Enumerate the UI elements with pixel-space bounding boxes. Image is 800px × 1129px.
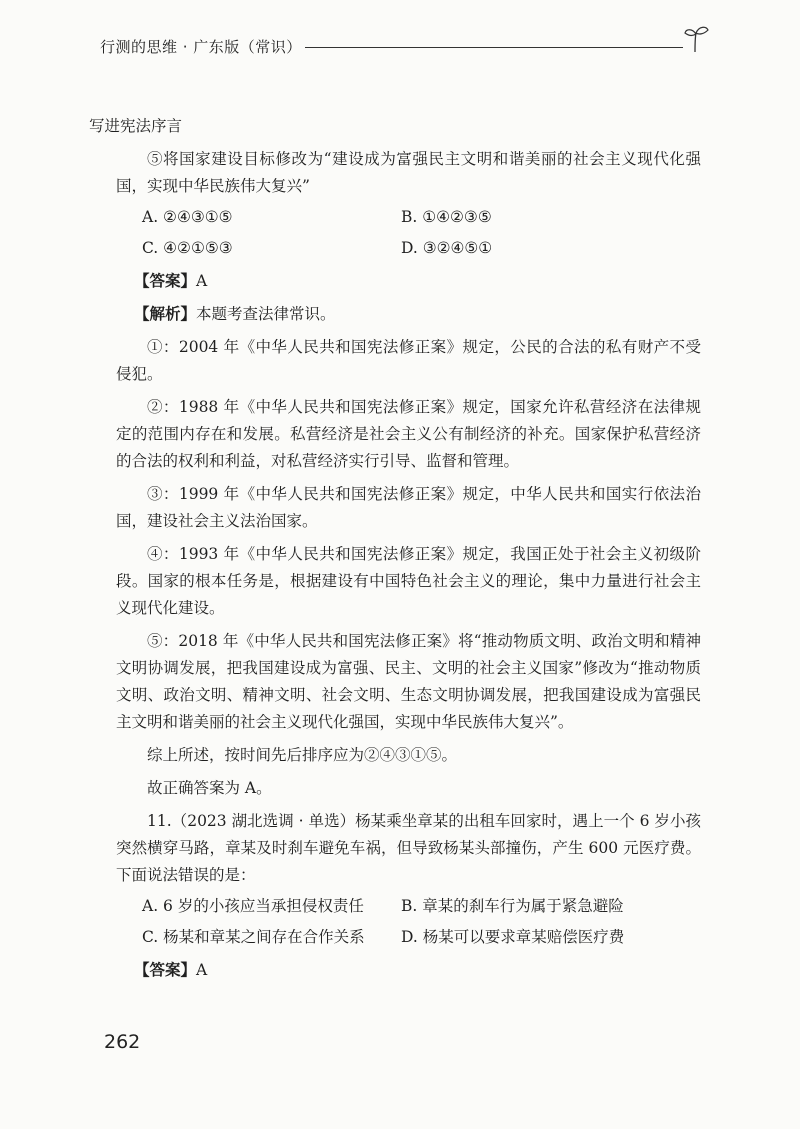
- page-number: 262: [104, 1031, 141, 1053]
- q11-option-d: D. 杨某可以要求章某赔偿医疗费: [401, 928, 625, 946]
- analysis-point-2: ②：1988 年《中华人民共和国宪法修正案》规定，国家允许私营经济在法律规定的范围内存在和发展。私营经济是社会主义公有制经济的补充。国家保护私营经济的合法的权利和利益，对私营经济实行引导、监督和管理。: [116, 398, 701, 470]
- page-content: [89, 113, 701, 984]
- q11-answer: [116, 957, 701, 984]
- analysis-summary: 综上所述，按时间先后排序应为②④③①⑤。: [147, 746, 458, 764]
- q11-options-row-1: [116, 893, 701, 920]
- q10-analysis: [116, 301, 701, 328]
- header-rule: [305, 47, 683, 48]
- q10-option-c: C. ④②①⑤③: [142, 239, 233, 257]
- analysis-text: 本题考查法律常识。: [196, 305, 336, 323]
- q10-item-5: ⑤将国家建设目标修改为“建设成为富强民主文明和谐美丽的社会主义现代化强国，实现中华民族伟大复兴”: [116, 150, 701, 195]
- q10-option-b: B. ①④②③⑤: [401, 208, 492, 226]
- q11-stem: 11.（2023 湖北选调 · 单选）杨某乘坐章某的出租车回家时，遇上一个 6 岁小孩突然横穿马路，章某及时刹车避免车祸，但导致杨某头部撞伤，产生 600 元医疗费。下面说法错误的是：: [116, 812, 701, 884]
- q10-options-row-1: [116, 204, 701, 231]
- q11-option-b: B. 章某的刹车行为属于紧急避险: [401, 897, 624, 915]
- answer-value: A: [196, 272, 208, 290]
- q11-option-a: A. 6 岁的小孩应当承担侵权责任: [142, 897, 364, 915]
- q10-continued-text: 写进宪法序言: [89, 117, 183, 135]
- answer-value: A: [196, 961, 208, 979]
- header-title: 行测的思维 · 广东版（常识）: [100, 38, 302, 56]
- sprout-icon: [682, 24, 710, 54]
- analysis-point-5: ⑤：2018 年《中华人民共和国宪法修正案》将“推动物质文明、政治文明和精神文明协调发展，把我国建设成为富强、民主、文明的社会主义国家”修改为“推动物质文明、政治文明、精神文明、社会文明、生态文明协调发展，把我国建设成为富强民主文明和谐美丽的社会主义现代化强国，实现中华民族伟大复兴”。: [116, 632, 701, 731]
- analysis-point-4: ④：1993 年《中华人民共和国宪法修正案》规定，我国正处于社会主义初级阶段。国家的根本任务是，根据建设有中国特色社会主义的理论，集中力量进行社会主义现代化建设。: [116, 545, 701, 617]
- q10-option-d: D. ③②④⑤①: [401, 239, 493, 257]
- q11-option-c: C. 杨某和章某之间存在合作关系: [142, 928, 365, 946]
- analysis-point-1: ①：2004 年《中华人民共和国宪法修正案》规定，公民的合法的私有财产不受侵犯。: [116, 338, 701, 383]
- answer-label: 【答案】: [134, 961, 197, 979]
- q10-answer: [116, 268, 701, 295]
- q10-options-row-2: [116, 235, 701, 262]
- q10-option-a: A. ②④③①⑤: [142, 208, 233, 226]
- analysis-label: 【解析】: [134, 305, 197, 323]
- answer-label: 【答案】: [134, 272, 197, 290]
- running-header: [100, 36, 710, 60]
- analysis-point-3: ③：1999 年《中华人民共和国宪法修正案》规定，中华人民共和国实行依法治国，建设社会主义法治国家。: [116, 485, 701, 530]
- q11-options-row-2: [116, 924, 701, 951]
- analysis-conclusion: 故正确答案为 A。: [147, 779, 272, 797]
